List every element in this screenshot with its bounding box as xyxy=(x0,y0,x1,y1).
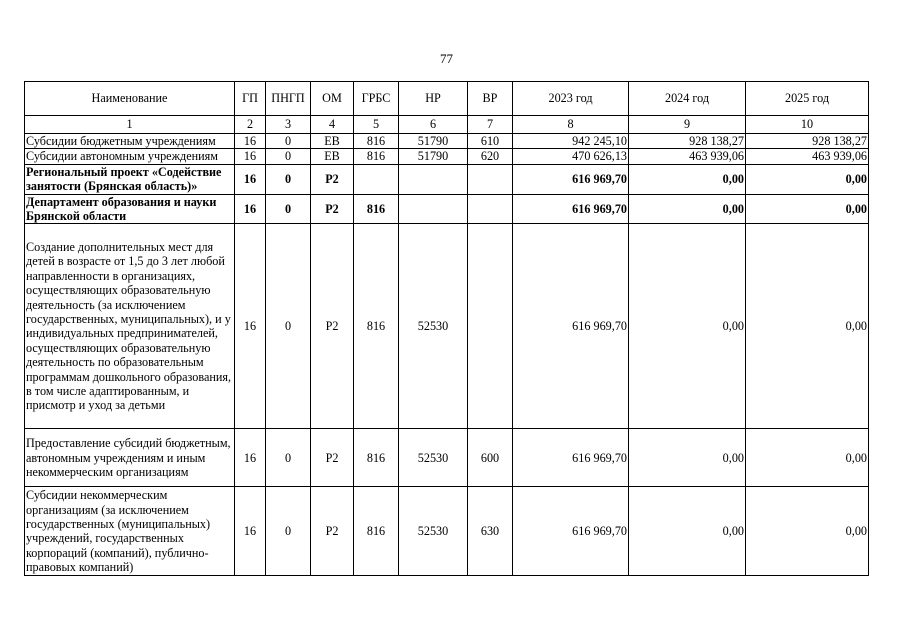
cell-gp: 16 xyxy=(235,194,266,224)
cell-2023: 616 969,70 xyxy=(513,194,629,224)
cell-grbs: 816 xyxy=(354,487,399,576)
header-name: Наименование xyxy=(25,82,235,116)
cell-nr: 52530 xyxy=(399,429,468,487)
cell-2025: 0,00 xyxy=(746,224,869,429)
cell-vr xyxy=(468,164,513,194)
cell-vr: 630 xyxy=(468,487,513,576)
cell-grbs: 816 xyxy=(354,134,399,149)
column-number: 10 xyxy=(746,116,869,134)
cell-om: ЕВ xyxy=(311,134,354,149)
cell-2023: 616 969,70 xyxy=(513,429,629,487)
cell-grbs xyxy=(354,164,399,194)
cell-nr: 52530 xyxy=(399,487,468,576)
column-number: 1 xyxy=(25,116,235,134)
cell-pngp: 0 xyxy=(266,224,311,429)
cell-om: Р2 xyxy=(311,487,354,576)
table-row xyxy=(25,224,869,429)
budget-table xyxy=(24,81,869,576)
cell-vr: 600 xyxy=(468,429,513,487)
cell-nr: 51790 xyxy=(399,149,468,164)
header-2024: 2024 год xyxy=(629,82,746,116)
cell-2024: 0,00 xyxy=(629,194,746,224)
cell-pngp: 0 xyxy=(266,149,311,164)
column-number: 5 xyxy=(354,116,399,134)
header-2023: 2023 год xyxy=(513,82,629,116)
cell-nr: 52530 xyxy=(399,224,468,429)
cell-2025: 0,00 xyxy=(746,487,869,576)
header-gp: ГП xyxy=(235,82,266,116)
cell-nr: 51790 xyxy=(399,134,468,149)
row-name: Субсидии некоммерческим организациям (за исключением государственных (муниципальных) учреждений, государственных корпораций (компаний), публично-правовых компаний) xyxy=(25,487,235,576)
header-vr: ВР xyxy=(468,82,513,116)
cell-2023: 470 626,13 xyxy=(513,149,629,164)
header-2025: 2025 год xyxy=(746,82,869,116)
cell-pngp: 0 xyxy=(266,194,311,224)
row-name: Создание дополнительных мест для детей в возрасте от 1,5 до 3 лет любой направленности в организациях, осуществляющих образовательную деятельность (за исключением государственных, муниципальных), и у индивидуальных предпринимателей, осуществляющих образовательную деятельность по образовательным программам дошкольного образования, в том числе адаптированным, и присмотр и уход за детьми xyxy=(25,224,235,429)
table-row xyxy=(25,164,869,194)
cell-om: Р2 xyxy=(311,429,354,487)
page-number: 77 xyxy=(440,51,453,66)
cell-vr xyxy=(468,194,513,224)
cell-2023: 616 969,70 xyxy=(513,164,629,194)
row-name: Предоставление субсидий бюджетным, автономным учреждениям и иным некоммерческим организациям xyxy=(25,429,235,487)
cell-2025: 0,00 xyxy=(746,429,869,487)
cell-2024: 463 939,06 xyxy=(629,149,746,164)
cell-gp: 16 xyxy=(235,134,266,149)
column-number: 3 xyxy=(266,116,311,134)
cell-gp: 16 xyxy=(235,487,266,576)
column-number: 8 xyxy=(513,116,629,134)
header-row xyxy=(25,82,869,116)
table-row xyxy=(25,149,869,164)
table-row xyxy=(25,134,869,149)
cell-gp: 16 xyxy=(235,224,266,429)
header-pngp: ПНГП xyxy=(266,82,311,116)
cell-pngp: 0 xyxy=(266,487,311,576)
cell-vr xyxy=(468,224,513,429)
column-number: 9 xyxy=(629,116,746,134)
cell-om: ЕВ xyxy=(311,149,354,164)
cell-gp: 16 xyxy=(235,149,266,164)
cell-2025: 928 138,27 xyxy=(746,134,869,149)
cell-2025: 0,00 xyxy=(746,164,869,194)
column-number: 4 xyxy=(311,116,354,134)
header-om: ОМ xyxy=(311,82,354,116)
header-nr: НР xyxy=(399,82,468,116)
cell-om: Р2 xyxy=(311,194,354,224)
column-number: 6 xyxy=(399,116,468,134)
cell-grbs: 816 xyxy=(354,149,399,164)
cell-2024: 0,00 xyxy=(629,429,746,487)
cell-2024: 928 138,27 xyxy=(629,134,746,149)
cell-nr xyxy=(399,164,468,194)
row-name: Субсидии бюджетным учреждениям xyxy=(25,134,235,149)
cell-pngp: 0 xyxy=(266,164,311,194)
cell-gp: 16 xyxy=(235,429,266,487)
cell-2023: 942 245,10 xyxy=(513,134,629,149)
column-number: 7 xyxy=(468,116,513,134)
cell-nr xyxy=(399,194,468,224)
cell-2024: 0,00 xyxy=(629,164,746,194)
row-name: Субсидии автономным учреждениям xyxy=(25,149,235,164)
cell-gp: 16 xyxy=(235,164,266,194)
cell-2023: 616 969,70 xyxy=(513,224,629,429)
table-row xyxy=(25,194,869,224)
cell-2024: 0,00 xyxy=(629,224,746,429)
cell-grbs: 816 xyxy=(354,194,399,224)
row-name: Региональный проект «Содействие занятости (Брянская область)» xyxy=(25,164,235,194)
cell-pngp: 0 xyxy=(266,134,311,149)
table-row xyxy=(25,487,869,576)
cell-2025: 0,00 xyxy=(746,194,869,224)
cell-om: Р2 xyxy=(311,224,354,429)
cell-grbs: 816 xyxy=(354,224,399,429)
cell-grbs: 816 xyxy=(354,429,399,487)
cell-2024: 0,00 xyxy=(629,487,746,576)
cell-2025: 463 939,06 xyxy=(746,149,869,164)
cell-pngp: 0 xyxy=(266,429,311,487)
column-number: 2 xyxy=(235,116,266,134)
cell-om: Р2 xyxy=(311,164,354,194)
row-name: Департамент образования и науки Брянской области xyxy=(25,194,235,224)
cell-vr: 610 xyxy=(468,134,513,149)
cell-2023: 616 969,70 xyxy=(513,487,629,576)
cell-vr: 620 xyxy=(468,149,513,164)
table-row xyxy=(25,429,869,487)
header-grbs: ГРБС xyxy=(354,82,399,116)
column-number-row xyxy=(25,116,869,134)
